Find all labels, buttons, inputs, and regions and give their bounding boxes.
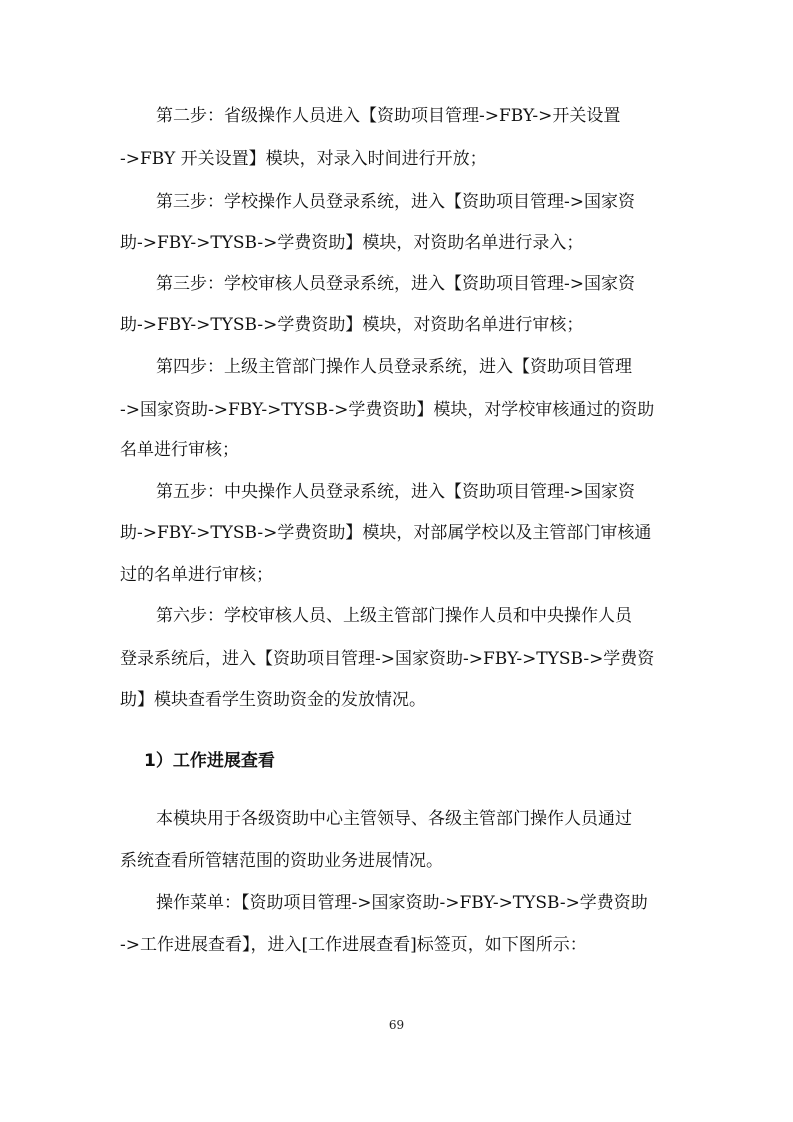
step2-line1: 第二步：省级操作人员进入【资助项目管理->FBY->开关设置 bbox=[156, 106, 621, 126]
step5-line2: 助->FBY->TYSB->学费资助】模块，对部属学校以及主管部门审核通 bbox=[120, 523, 652, 543]
step3a-line1: 第三步：学校操作人员登录系统，进入【资助项目管理->国家资 bbox=[156, 192, 635, 212]
step5-line1: 第五步：中央操作人员登录系统，进入【资助项目管理->国家资 bbox=[156, 482, 635, 502]
step6-line3: 助】模块查看学生资助资金的发放情况。 bbox=[120, 690, 426, 710]
menu-desc-line1: 操作菜单：【资助项目管理->国家资助->FBY->TYSB->学费资助 bbox=[156, 893, 648, 913]
step6-line1: 第六步：学校审核人员、上级主管部门操作人员和中央操作人员 bbox=[156, 606, 632, 626]
step2-line2: ->FBY 开关设置】模块，对录入时间进行开放； bbox=[120, 149, 487, 169]
step4-line3: 名单进行审核； bbox=[120, 440, 239, 460]
module-desc-line2: 系统查看所管辖范围的资助业务进展情况。 bbox=[120, 851, 443, 871]
step4-line2: ->国家资助->FBY->TYSB->学费资助】模块，对学校审核通过的资助 bbox=[120, 400, 655, 420]
step5-line3: 过的名单进行审核； bbox=[120, 565, 273, 585]
module-desc-line1: 本模块用于各级资助中心主管领导、各级主管部门操作人员通过 bbox=[156, 809, 632, 829]
step6-line2: 登录系统后，进入【资助项目管理->国家资助->FBY->TYSB->学费资 bbox=[120, 649, 655, 669]
step3b-line2: 助->FBY->TYSB->学费资助】模块，对资助名单进行审核； bbox=[120, 315, 584, 335]
step3a-line2: 助->FBY->TYSB->学费资助】模块，对资助名单进行录入； bbox=[120, 233, 584, 253]
page-number: 69 bbox=[388, 1018, 405, 1032]
step4-line1: 第四步：上级主管部门操作人员登录系统，进入【资助项目管理 bbox=[156, 357, 632, 377]
step3b-line1: 第三步：学校审核人员登录系统，进入【资助项目管理->国家资 bbox=[156, 274, 635, 294]
section-heading: 1）工作进展查看 bbox=[144, 751, 275, 771]
menu-desc-line2: ->工作进展查看】，进入[工作进展查看]标签页，如下图所示： bbox=[120, 935, 587, 955]
